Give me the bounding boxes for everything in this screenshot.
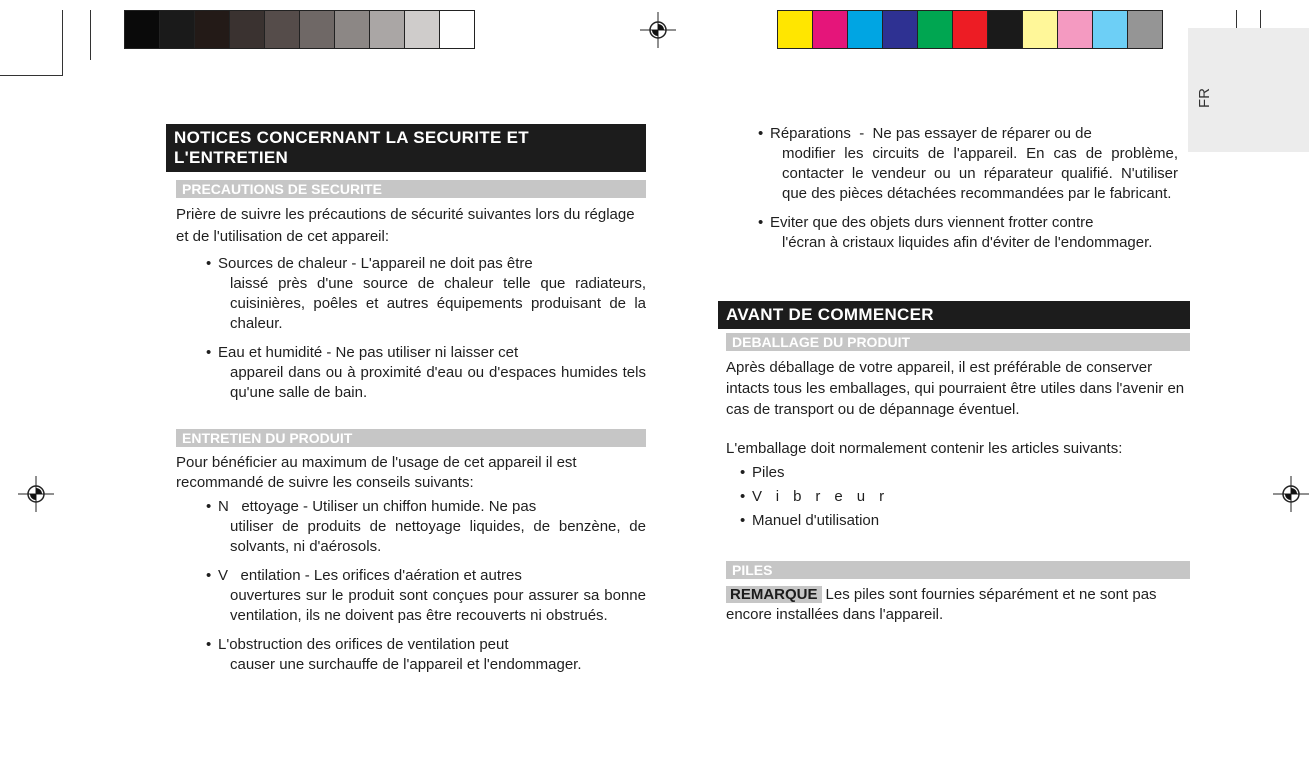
color-swatch: [918, 11, 953, 48]
color-swatch: [1093, 11, 1128, 48]
subheading-safety-precautions: PRECAUTIONS DE SECURITE: [176, 180, 646, 198]
color-calibration-strip: [777, 10, 1163, 49]
color-swatch: [195, 11, 230, 48]
color-swatch: [265, 11, 300, 48]
color-swatch: [1058, 11, 1093, 48]
subheading-product-care: ENTRETIEN DU PRODUIT: [176, 429, 646, 447]
color-swatch: [335, 11, 370, 48]
color-swatch: [300, 11, 335, 48]
list-item: • Piles: [740, 463, 1190, 483]
bullet-first-line: • L'obstruction des orifices de ventilation peut: [218, 636, 509, 653]
color-swatch: [953, 11, 988, 48]
subheading-unpacking: DEBALLAGE DU PRODUIT: [726, 333, 1190, 351]
section-title-safety-maintenance: [166, 124, 646, 172]
language-tab-label: FR: [1196, 88, 1213, 108]
bullet-continuation: utiliser de produits de nettoyage liquides, de benzène, de solvants, ni d'aérosols.: [230, 518, 646, 555]
color-swatch: [883, 11, 918, 48]
list-item: [758, 213, 1178, 253]
paragraph: Pour bénéficier au maximum de l'usage de cet appareil il est recommandé de suivre les conseils suivants:: [176, 454, 577, 491]
color-swatch: [848, 11, 883, 48]
color-swatch: [1023, 11, 1058, 48]
title-line: L'ENTRETIEN: [174, 148, 289, 167]
paragraph: Après déballage de votre appareil, il est préférable de conserver intacts tous les emballages, qui pourraient être utiles dans l'avenir en cas de transport ou de dépannage éventuel.: [726, 359, 1185, 418]
bullet-first-line: • N ettoyage - Utiliser un chiffon humide. Ne pas: [218, 498, 537, 515]
color-swatch: [1128, 11, 1162, 48]
bullet-first-line: • Eviter que des objets durs viennent frotter contre: [770, 214, 1094, 231]
bullet-continuation: laissé près d'une source de chaleur telle que radiateurs, cuisinières, poêles et autres équipements produisant de la chaleur.: [230, 275, 646, 332]
color-swatch: [440, 11, 474, 48]
left-column: [166, 124, 646, 675]
list-item: [758, 124, 1178, 204]
crop-mark: [0, 75, 62, 76]
bullet-continuation: ouvertures sur le produit sont conçues pour assurer sa bonne ventilation, ils ne doivent pas être recouverts ni obstrués.: [230, 587, 646, 624]
color-swatch: [160, 11, 195, 48]
subheading-batteries: PILES: [726, 561, 1190, 579]
list-item: [206, 497, 646, 557]
bullet-first-line: • Eau et humidité - Ne pas utiliser ni laisser cet: [218, 344, 519, 361]
note-label: REMARQUE: [726, 586, 822, 603]
crop-mark: [90, 10, 91, 60]
title-line: NOTICES CONCERNANT LA SECURITE ET: [174, 128, 529, 147]
color-swatch: [125, 11, 160, 48]
note-paragraph: [726, 585, 1190, 625]
color-swatch: [370, 11, 405, 48]
bullet-first-line: • Réparations - Ne pas essayer de réparer ou de: [770, 125, 1092, 142]
bullet-continuation: appareil dans ou à proximité d'eau ou d'espaces humides tels qu'une salle de bain.: [230, 364, 646, 401]
crop-mark: [62, 10, 63, 76]
list-item: • Vibreur: [740, 487, 1190, 507]
color-swatch: [778, 11, 813, 48]
bullet-first-line: • Sources de chaleur - L'appareil ne doit pas être: [218, 255, 533, 272]
note-text: Les piles sont fournies séparément et ne sont pas encore installées dans l'appareil.: [726, 586, 1157, 623]
bullet-continuation: modifier les circuits de l'appareil. En cas de problème, contacter le vendeur ou un réparateur qualifié. N'utiliser que des pièces détachées recommandées par le fabricant.: [782, 145, 1178, 202]
registration-mark-icon: [1273, 476, 1309, 512]
bullet-first-line: • V entilation - Les orifices d'aération et autres: [218, 567, 522, 584]
color-swatch: [405, 11, 440, 48]
paragraph: Prière de suivre les précautions de sécurité suivantes lors du réglage et de l'utilisation de cet appareil:: [176, 206, 635, 245]
list-item: [206, 343, 646, 403]
list-item: [206, 566, 646, 626]
bullet-continuation: causer une surchauffe de l'appareil et l'endommager.: [230, 656, 582, 673]
registration-mark-icon: [18, 476, 54, 512]
list-item: [206, 254, 646, 334]
registration-mark-icon: [640, 12, 676, 48]
section-title-before-starting: AVANT DE COMMENCER: [718, 301, 1190, 329]
color-swatch: [230, 11, 265, 48]
list-item: • Manuel d'utilisation: [740, 511, 1190, 531]
bullet-continuation: l'écran à cristaux liquides afin d'éviter de l'endommager.: [782, 234, 1153, 251]
color-swatch: [813, 11, 848, 48]
color-swatch: [988, 11, 1023, 48]
right-column: [718, 124, 1190, 625]
paragraph: L'emballage doit normalement contenir les articles suivants:: [726, 440, 1123, 457]
grayscale-calibration-strip: [124, 10, 475, 49]
list-item: [206, 635, 646, 675]
